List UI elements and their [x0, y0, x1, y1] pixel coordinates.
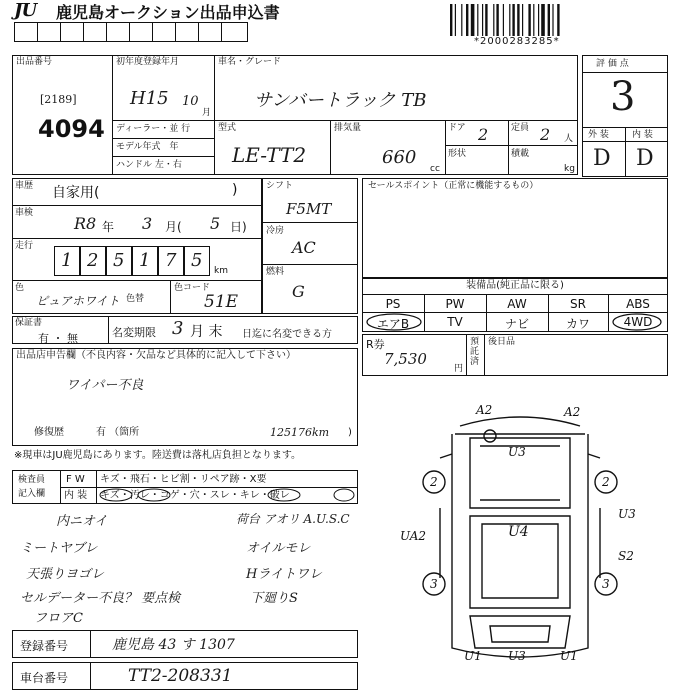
warranty-label: 保証書: [15, 318, 43, 328]
color-label: 色: [15, 283, 25, 293]
note-left: 内ニオイ: [56, 514, 108, 529]
car-name-label: 車名・グレード: [218, 57, 282, 67]
grade-ext-label: 外 装: [588, 130, 609, 140]
diagram-mark: U1: [464, 649, 482, 663]
lot-label: 出品番号: [16, 57, 53, 67]
mileage-label: 走行: [15, 241, 34, 251]
note-right: オイルモレ: [246, 541, 311, 556]
form-title: 鹿児島オークション出品申込書: [56, 3, 280, 22]
barcode-number: *2000283285*: [474, 36, 560, 47]
sales-point-box: [362, 178, 668, 278]
note-left: ミートヤブレ: [20, 541, 98, 556]
capacity-value: 2: [540, 125, 551, 144]
load-unit: kg: [564, 164, 575, 174]
note-right: Hライトワレ: [246, 567, 322, 582]
number-grid: [14, 22, 248, 42]
first-reg-year: H15: [130, 88, 169, 109]
color-code-label: 色コード: [174, 283, 211, 293]
declaration-label: 出品店申告欄（不良内容・欠品など具体的に記入して下さい）: [16, 350, 296, 361]
logo: [14, 0, 52, 21]
doors-label: ドア: [448, 123, 466, 133]
inspection-day-unit: 日): [230, 220, 247, 234]
mileage-grid: [54, 246, 210, 276]
capacity-unit: 人: [564, 134, 574, 144]
reg-value: 鹿児島 43 す 1307: [112, 637, 235, 653]
equipment-header-aw: AW: [507, 297, 527, 311]
grade-int-label: 内 装: [632, 130, 653, 140]
notice-text: ※現車はJU鹿児島にあります。陸送費は落札店負担となります。: [14, 450, 302, 461]
inspection-month-unit: 月(: [165, 220, 182, 234]
tenure-suffix: 月 末: [190, 324, 223, 340]
fuel-label: 燃料: [266, 267, 285, 277]
diagram-mark: U4: [508, 524, 529, 540]
model-year-label: モデル年式 年: [116, 142, 179, 152]
repair-label: 修復歴: [34, 427, 64, 438]
history-value: 自家用(: [52, 185, 100, 201]
model-value: LE-TT2: [232, 143, 307, 167]
grade-ext-value: D: [593, 146, 611, 171]
color-code-value: 51E: [204, 292, 239, 312]
barcode: [450, 4, 590, 40]
color-change-label: 色替: [126, 294, 145, 304]
mileage-digit: 1: [61, 250, 73, 271]
recycle-later: 後日品: [488, 337, 516, 347]
diagram-mark: UA2: [400, 529, 427, 543]
diagram-mark: A2: [476, 403, 493, 417]
note-left: セルデーター不良？ 要点検: [20, 591, 181, 606]
grade-int-value: D: [636, 146, 654, 171]
displacement-value: 660: [382, 147, 417, 168]
repair-close: ): [348, 427, 352, 438]
capacity-label: 定員: [511, 123, 530, 133]
inspection-month: 3: [142, 214, 153, 233]
equipment-header-pw: PW: [445, 297, 465, 311]
lot-number: 4094: [38, 115, 105, 143]
shift-value: F5MT: [286, 200, 332, 218]
note-right: 下廻りS: [250, 591, 298, 606]
equipment-value-pw: TV: [447, 315, 463, 329]
displacement-label: 排気量: [334, 123, 362, 133]
inspector-circles: [96, 487, 358, 504]
inspector-row1-head: F W: [66, 474, 85, 485]
lot-sub-number: [2189]: [40, 93, 77, 106]
logo-text: JU: [14, 0, 37, 21]
mileage-digit: 5: [191, 250, 203, 271]
mileage-digit: 5: [113, 250, 125, 271]
equipment-value-aw: ナビ: [504, 317, 529, 331]
grade-value: 3: [610, 74, 636, 120]
history-label: 車歴: [15, 181, 34, 191]
equipment-circles: [362, 312, 668, 332]
diagram-mark: U1: [560, 649, 578, 663]
diagram-mark: 2: [602, 475, 610, 489]
warranty-options: 有 ・ 無: [38, 332, 78, 345]
diagram-mark: S2: [618, 549, 634, 563]
chassis-value: TT2-208331: [128, 666, 233, 686]
mileage-unit: km: [214, 266, 228, 276]
repair-value: 有 （箇所: [96, 427, 140, 438]
equipment-value-sr: カワ: [565, 317, 590, 331]
diagram-mark: U3: [508, 649, 526, 663]
reg-label: 登録番号: [20, 639, 69, 653]
mileage-digit: 1: [139, 250, 151, 271]
sales-point-label: セールスポイント（正常に機能するもの）: [368, 181, 539, 191]
first-reg-month-unit: 月: [202, 108, 212, 118]
aircon-label: 冷房: [266, 226, 285, 236]
load-label: 積載: [511, 149, 530, 159]
grade-label: 評 価 点: [596, 59, 629, 69]
mileage-digit: 2: [87, 250, 99, 271]
diagram-mark: A2: [564, 405, 581, 419]
recycle-deposit: 預託済: [470, 337, 480, 367]
car-name-value: サンバートラック TB: [254, 90, 427, 111]
equipment-header-sr: SR: [570, 297, 586, 311]
dealer-label: ディーラー・並 行: [116, 124, 191, 134]
inspector-row2: キズ・汚レ・コゲ・穴・スレ・キレ・破レ: [100, 490, 290, 501]
recycle-label: R券: [366, 338, 385, 351]
first-reg-month: 10: [182, 94, 199, 109]
tenure-label: 名変期限: [112, 326, 156, 339]
equipment-header-abs: ABS: [626, 297, 650, 311]
inspector-row2-head: 内 装: [64, 490, 88, 501]
displacement-unit: cc: [430, 164, 440, 174]
handle-label: ハンドル 左・右: [116, 160, 182, 170]
inspector-label-1: 検査員: [18, 475, 46, 485]
diagram-mark: U3: [618, 507, 636, 521]
shift-label: シフト: [266, 181, 294, 191]
diagram-mark: 3: [430, 577, 438, 591]
inspection-label: 車検: [15, 208, 34, 218]
note-left: フロアC: [34, 611, 83, 626]
equipment-value-ps: エアB: [376, 317, 410, 331]
diagram-mark: U3: [508, 445, 526, 459]
shape-label: 形状: [448, 149, 467, 159]
diagram-mark: 3: [602, 577, 610, 591]
color-value: ピュアホワイト: [36, 294, 120, 308]
fuel-value: G: [292, 282, 305, 301]
tenure-note: 日迄に名変できる方: [242, 329, 332, 340]
mileage-digit: 7: [165, 250, 177, 271]
note-left: 天張りヨゴレ: [26, 567, 105, 582]
inspection-day: 5: [210, 214, 221, 233]
equipment-value-abs: 4WD: [623, 315, 653, 329]
first-reg-label: 初年度登録年月: [116, 57, 180, 67]
tenure-value: 3: [172, 318, 184, 339]
declaration-value: ワイパー不良: [66, 378, 144, 393]
doors-value: 2: [478, 125, 489, 144]
recycle-unit: 円: [454, 364, 464, 374]
diagram-mark: 2: [430, 475, 438, 489]
car-damage-diagram: [400, 398, 640, 668]
equipment-header-ps: PS: [385, 297, 401, 311]
note-right: 荷台 アオリ A.U.S.C: [236, 512, 350, 526]
recycle-value: 7,530: [384, 350, 427, 368]
model-label: 型式: [218, 123, 237, 133]
equipment-title: 装備品(純正品に限る): [466, 280, 564, 291]
chassis-label: 車台番号: [20, 671, 69, 685]
inspector-row1: キズ・飛石・ヒビ割・リペア跡・X要: [100, 474, 267, 485]
aircon-value: AC: [292, 238, 316, 257]
history-close: ): [232, 182, 238, 198]
inspection-era-unit: 年: [102, 220, 115, 234]
inspector-label-2: 記入欄: [18, 489, 46, 499]
inspection-era: R8: [74, 214, 97, 233]
odometer-note: 125176km: [270, 426, 330, 439]
